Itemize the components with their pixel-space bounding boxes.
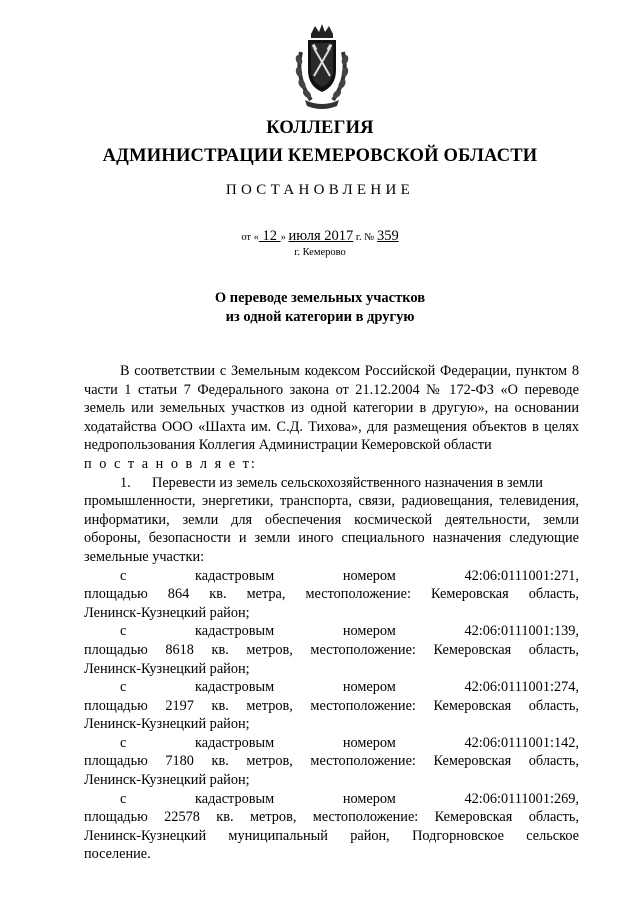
date-number-line — [0, 228, 640, 245]
plot-2-header: с кадастровым номером 42:06:0111001:139, — [120, 623, 579, 640]
plot-1-header: с кадастровым номером 42:06:0111001:271, — [120, 567, 579, 584]
date-month-year: июля 2017 — [288, 228, 354, 244]
org-name-line2: АДМИНИСТРАЦИИ КЕМЕРОВСКОЙ ОБЛАСТИ — [102, 146, 538, 166]
point-1-first-line — [84, 474, 579, 493]
plot-2-district: Ленинск-Кузнецкий район; — [84, 660, 250, 677]
plot-4-details: площадью 7180 кв. метров, местоположение: Кемеровская область, — [84, 753, 579, 770]
number-prefix: № — [361, 232, 377, 243]
cadastral-number: 42:06:0111001:139, — [464, 623, 579, 640]
point-number: 1. — [120, 474, 131, 491]
coat-of-arms-icon — [293, 22, 351, 112]
plot-4-district: Ленинск-Кузнецкий район; — [84, 772, 250, 789]
plot-5-settlement: поселение. — [84, 846, 151, 863]
date-suffix: г. — [353, 232, 362, 243]
plot-2-details: площадью 8618 кв. метров, местоположение: Кемеровская область, — [84, 641, 579, 658]
city: г. Кемерово — [294, 247, 346, 258]
document-title-line2: из одной категории в другую — [225, 309, 415, 325]
document-body — [84, 362, 579, 864]
plot-3-details: площадью 2197 кв. метров, местоположение: Кемеровская область, — [84, 697, 579, 714]
plot-3-header: с кадастровым номером 42:06:0111001:274, — [120, 679, 579, 696]
cadastral-number: 42:06:0111001:271, — [464, 567, 579, 584]
point-1-text: промышленности, энергетики, транспорта, связи, радиовещания, телевидения, информатики, земли для обеспечения космической деятельности, земли обороны, безопасности и земли иного специального назначения следующие земельные участки: — [84, 493, 579, 565]
date-prefix: от « — [241, 232, 259, 243]
document-number: 359 — [376, 228, 399, 244]
cadastral-number: 42:06:0111001:142, — [464, 734, 579, 751]
plot-1-district: Ленинск-Кузнецкий район; — [84, 604, 250, 621]
point-1-first-text: Перевести из земель сельскохозяйственного назначения в земли — [152, 474, 543, 491]
plot-5-header: с кадастровым номером 42:06:0111001:269, — [120, 790, 579, 807]
plot-1-details: площадью 864 кв. метра, местоположение: Кемеровская область, — [84, 586, 579, 603]
cadastral-number: 42:06:0111001:269, — [464, 790, 579, 807]
decree-word: п о с т а н о в л я е т: — [84, 455, 257, 472]
plot-3-district: Ленинск-Кузнецкий район; — [84, 716, 250, 733]
plot-5-details: площадью 22578 кв. метров, местоположение: Кемеровская область, — [84, 809, 579, 826]
plot-4-header: с кадастровым номером 42:06:0111001:142, — [120, 734, 579, 751]
plot-5-district: Ленинск-Кузнецкий муниципальный район, Подгорновское сельское — [84, 827, 579, 844]
preamble-paragraph: В соответствии с Земельным кодексом Российской Федерации, пунктом 8 части 1 статьи 7 Федерального закона от 21.12.2004 № 172-ФЗ «О переводе земель или земельных участков из одной категории в другую», на основании ходатайства ООО «Шахта им. С.Д. Тихова», для размещения объектов в целях недропользования Коллегия Администрации Кемеровской области — [84, 363, 579, 454]
date-day: 12 — [258, 228, 281, 244]
date-mid: » — [280, 232, 289, 243]
org-name-line1: КОЛЛЕГИЯ — [266, 118, 374, 138]
cadastral-number: 42:06:0111001:274, — [464, 679, 579, 696]
document-type: ПОСТАНОВЛЕНИЕ — [225, 182, 415, 198]
document-title-line1: О переводе земельных участков — [214, 290, 426, 306]
